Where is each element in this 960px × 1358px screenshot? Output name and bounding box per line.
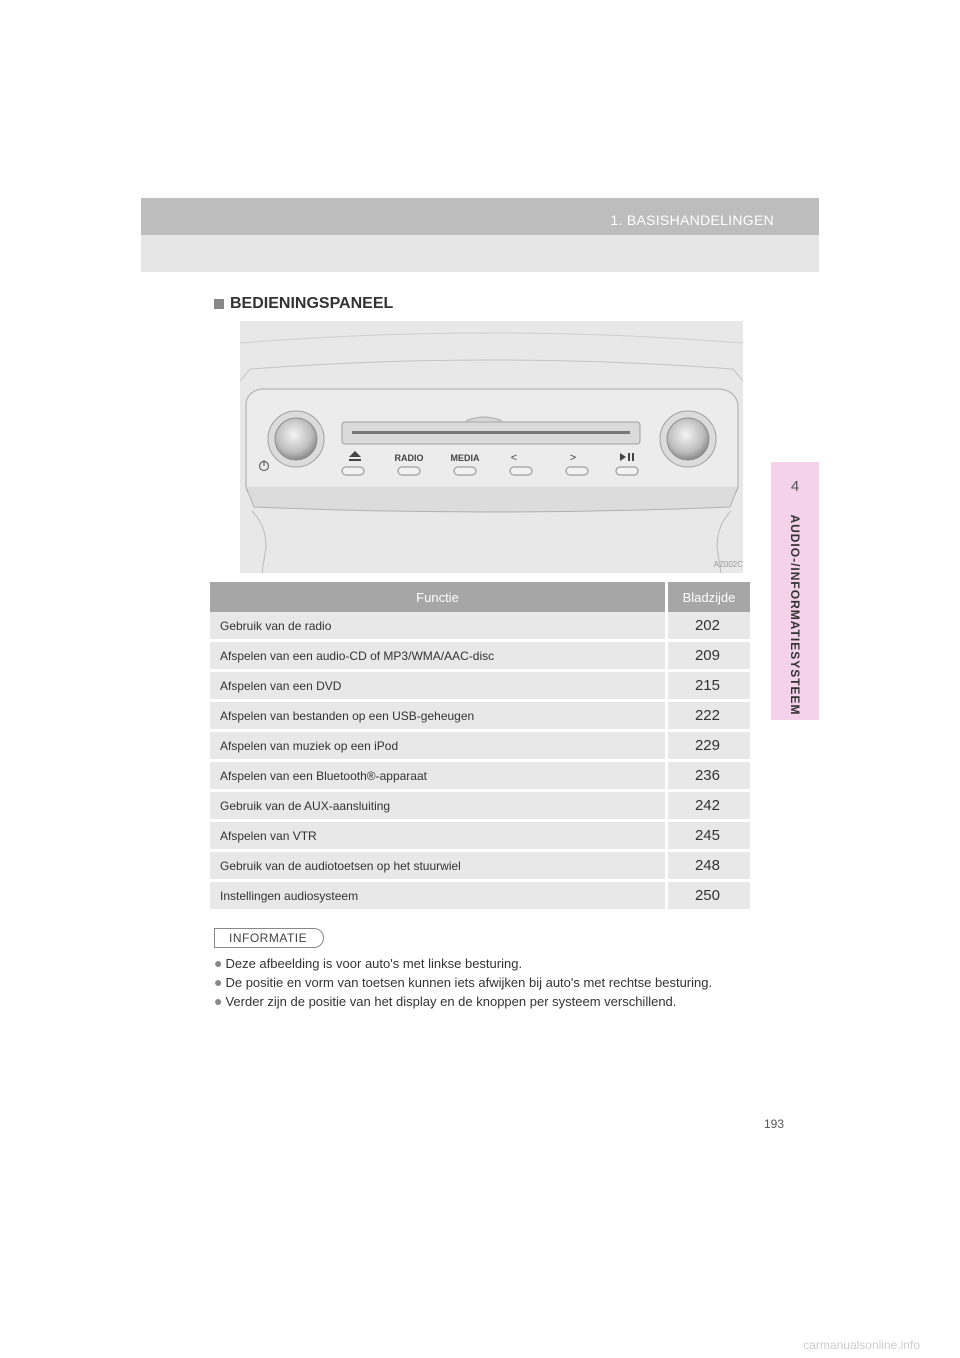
bullet-icon: ● [214,974,223,990]
header-band-light [141,235,819,272]
media-button-label: MEDIA [450,453,480,463]
table-row [210,731,750,761]
info-note-text: Verder zijn de positie van het display en de knoppen per systeem verschillend. [225,994,677,1009]
table-row [210,851,750,881]
control-panel-figure [240,321,743,573]
page-cell: 222 [667,701,751,731]
page-cell: 202 [667,612,751,641]
page-number: 193 [764,1117,785,1131]
page-cell: 215 [667,671,751,701]
function-cell: Afspelen van VTR [210,821,667,851]
info-note-text: De positie en vorm van toetsen kunnen iets afwijken bij auto's met rechtse besturing. [225,975,713,990]
function-cell: Afspelen van een DVD [210,671,667,701]
info-note [214,973,774,992]
page-cell: 242 [667,791,751,821]
function-table [210,582,750,912]
bullet-icon: ● [214,955,223,971]
chapter-number-tab: 4 [771,462,819,510]
table-row [210,881,750,911]
info-note [214,992,774,1011]
control-panel-illustration [240,321,743,573]
table-row [210,612,750,641]
function-cell: Gebruik van de radio [210,612,667,641]
table-row [210,791,750,821]
next-button-label: > [569,452,577,464]
info-note [214,954,774,973]
radio-button-label: RADIO [394,453,424,463]
prev-button-label: < [510,452,518,464]
watermark: carmanualsonline.info [803,1338,920,1352]
table-row [210,671,750,701]
table-row [210,701,750,731]
page-cell: 250 [667,881,751,911]
bullet-icon: ● [214,993,223,1009]
table-row [210,821,750,851]
chapter-title: 1. BASISHANDELINGEN [610,212,774,228]
info-notes [214,954,774,1011]
function-cell: Instellingen audiosysteem [210,881,667,911]
page-column-header: Bladzijde [667,582,751,612]
chapter-side-label: AUDIO-/INFORMATIESYSTEEM [788,514,802,716]
info-note-text: Deze afbeelding is voor auto's met linkse besturing. [225,956,523,971]
function-column-header: Functie [210,582,667,612]
function-cell: Afspelen van bestanden op een USB-geheugen [210,701,667,731]
section-heading [214,295,393,313]
function-cell: Gebruik van de AUX-aansluiting [210,791,667,821]
square-bullet-icon [214,299,224,309]
table-row [210,761,750,791]
function-cell: Gebruik van de audiotoetsen op het stuurwiel [210,851,667,881]
page-cell: 236 [667,761,751,791]
function-cell: Afspelen van muziek op een iPod [210,731,667,761]
page-cell: 209 [667,641,751,671]
function-cell: Afspelen van een audio-CD of MP3/WMA/AAC-disc [210,641,667,671]
function-cell: Afspelen van een Bluetooth®-apparaat [210,761,667,791]
page-cell: 229 [667,731,751,761]
figure-code: AZ002C [713,560,743,569]
section-title: BEDIENINGSPANEEL [230,295,394,312]
page-cell: 245 [667,821,751,851]
page-cell: 248 [667,851,751,881]
info-label: INFORMATIE [214,928,324,948]
table-row [210,641,750,671]
